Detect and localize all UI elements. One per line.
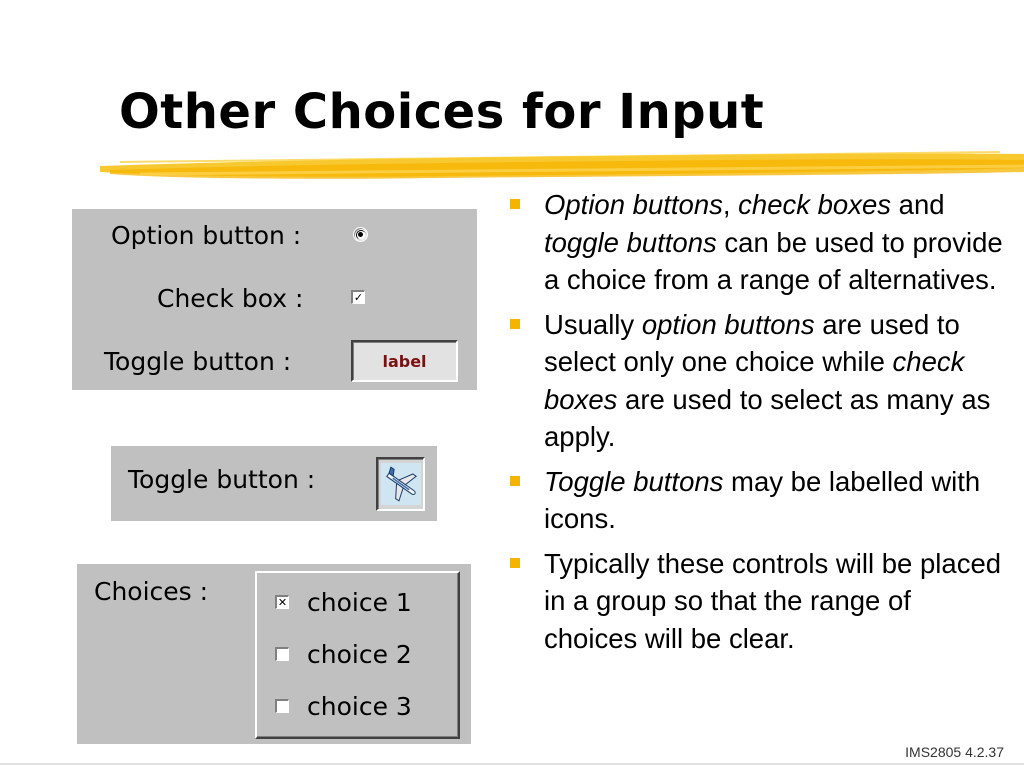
- airplane-toggle-button[interactable]: [376, 457, 425, 511]
- choice-1-checkbox[interactable]: [275, 595, 289, 609]
- option-button-label: Option button :: [111, 221, 302, 250]
- toggle-button-text: label: [382, 351, 427, 371]
- bullet-item: Toggle buttons may be labelled with icons.: [508, 463, 1008, 538]
- airplane-icon: [381, 463, 421, 505]
- bullet-square-icon: [510, 558, 520, 568]
- bottom-divider: [0, 763, 1024, 765]
- radio-dot-icon: [358, 232, 363, 237]
- yellow-brush-stroke: [100, 150, 1024, 186]
- bullet-item: Usually option buttons are used to select only one choice while check boxes are used to select as many as apply.: [508, 306, 1008, 456]
- icon-toggle-button-label: Toggle button :: [128, 465, 316, 494]
- x-mark-icon: ✕: [277, 596, 288, 609]
- check-box[interactable]: [351, 290, 365, 304]
- slide-title: Other Choices for Input: [119, 84, 765, 140]
- check-box-label: Check box :: [157, 284, 304, 313]
- toggle-button-label: Toggle button :: [104, 347, 292, 376]
- checkmark-icon: ✓: [353, 291, 364, 304]
- choice-2-checkbox[interactable]: [275, 647, 289, 661]
- bullet-item: Typically these controls will be placed in a group so that the range of choices will be clear.: [508, 545, 1008, 658]
- bullet-square-icon: [510, 319, 520, 329]
- option-button-radio[interactable]: [353, 227, 368, 242]
- label-toggle-button[interactable]: [351, 340, 458, 382]
- bullet-square-icon: [510, 199, 520, 209]
- choices-label: Choices :: [94, 577, 209, 606]
- slide-footer: IMS2805 4.2.37: [905, 744, 1004, 760]
- bullet-square-icon: [510, 476, 520, 486]
- choice-3-label: choice 3: [307, 692, 412, 721]
- bullet-item: Option buttons, check boxes and toggle buttons can be used to provide a choice from a range of alternatives.: [508, 186, 1008, 299]
- choice-2-label: choice 2: [307, 640, 412, 669]
- bullet-list: [508, 186, 1008, 664]
- choice-3-checkbox[interactable]: [275, 699, 289, 713]
- choice-1-label: choice 1: [307, 588, 412, 617]
